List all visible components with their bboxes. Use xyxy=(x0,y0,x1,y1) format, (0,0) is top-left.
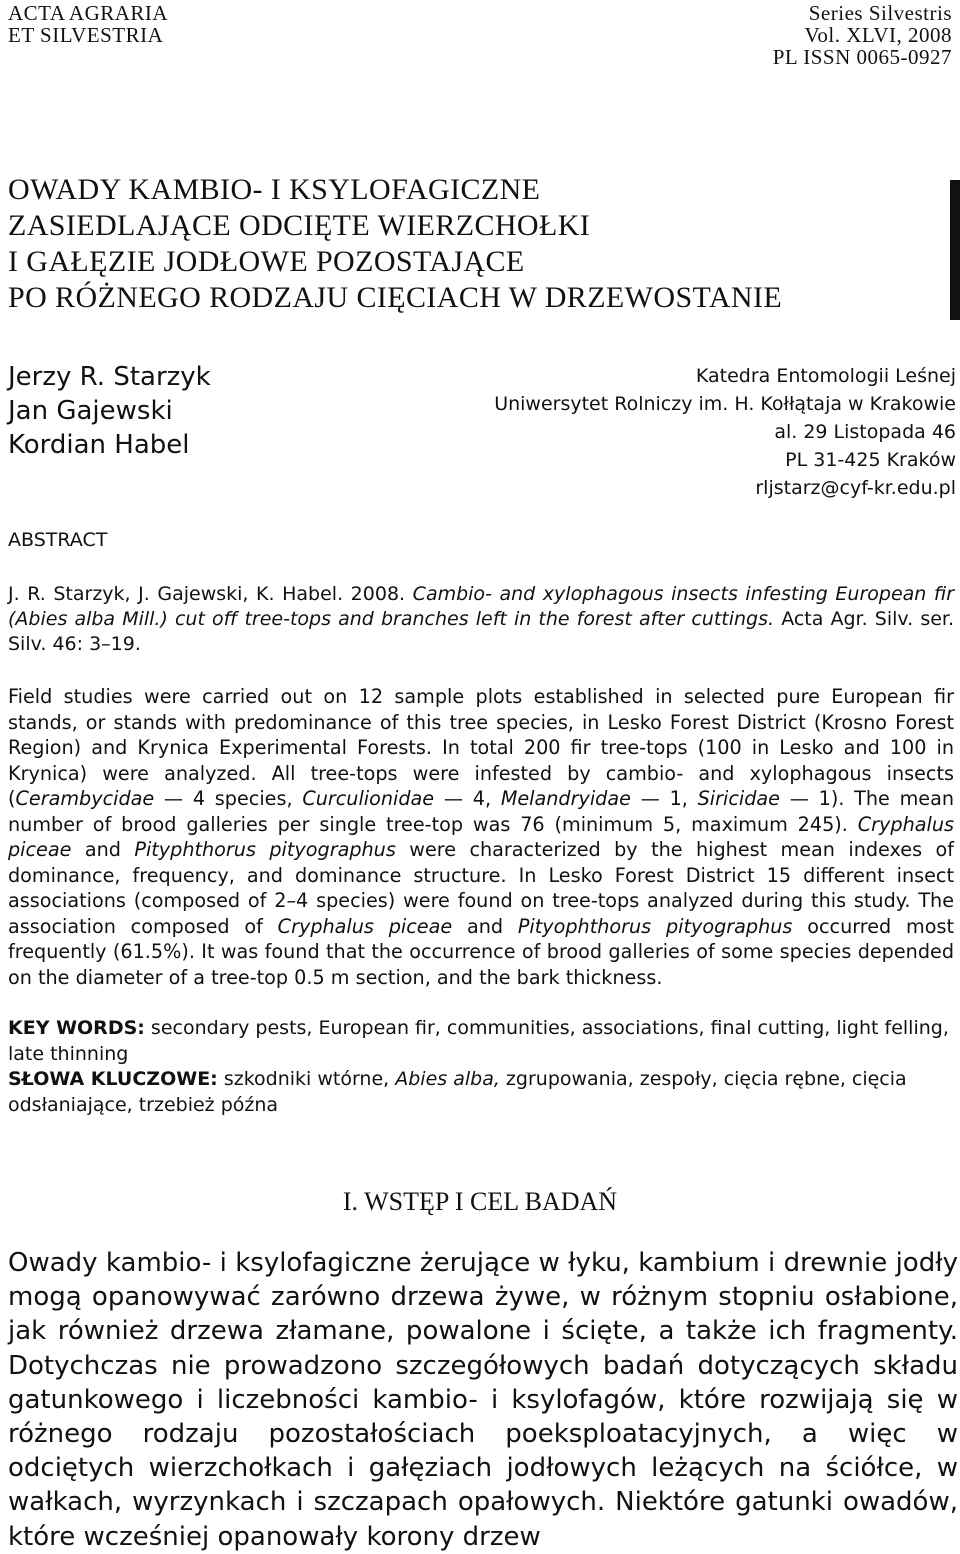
title-line-4: PO RÓŻNEGO RODZAJU CIĘCIACH W DRZEWOSTANIE xyxy=(8,281,783,314)
journal-issn: PL ISSN 0065-0927 xyxy=(772,45,952,69)
abstract-text-part: — 4, xyxy=(434,787,501,810)
journal-volume: Vol. XLVI, 2008 xyxy=(804,23,952,47)
abstract-text-part: — 1, xyxy=(630,787,698,810)
title-line-3: I GAŁĘZIE JODŁOWE POZOSTAJĄCE xyxy=(8,245,525,278)
taxon-name: Curculionidae xyxy=(302,787,435,810)
abstract-heading: ABSTRACT xyxy=(8,529,108,551)
taxon-name: Melandryidae xyxy=(500,787,631,810)
keywords-english xyxy=(8,1016,954,1067)
species-name: Pityphthorus pityographus xyxy=(134,838,396,861)
citation-title: Cambio- and xylophagous insects infesting European fir (Abies alba Mill.) cut off tree-tops and branches left in the forest after cuttings. xyxy=(8,583,955,630)
keywords-polish xyxy=(8,1067,954,1118)
abstract-text-part: and xyxy=(452,914,518,938)
keywords-pl-text: szkodniki wtórne, xyxy=(217,1068,396,1090)
journal-name-line-1: ACTA AGRARIA xyxy=(8,1,169,25)
journal-series-info xyxy=(773,2,952,68)
keywords-en-label: KEY WORDS: xyxy=(8,1017,145,1039)
affiliation-department: Katedra Entomologii Leśnej xyxy=(695,365,956,387)
author-name: Jerzy R. Starzyk xyxy=(8,362,211,392)
abstract-text xyxy=(8,684,954,990)
author-name: Kordian Habel xyxy=(8,430,190,460)
keywords-block xyxy=(8,1016,954,1118)
affiliation-email: rljstarz@cyf-kr.edu.pl xyxy=(755,477,956,499)
author-name: Jan Gajewski xyxy=(8,396,173,426)
title-margin-bar xyxy=(950,180,960,320)
title-line-2: ZASIEDLAJĄCE ODCIĘTE WIERZCHOŁKI xyxy=(8,209,591,242)
abstract-text-part: Field studies were carried out on 12 sample plots established in selected pure European fir stands, or stands with predominance of this tree species, in Lesko Forest District (Krosno Forest Region) and Krynica Experimental Forests. In total 200 fir tree-tops (100 in Lesko and 100 in Krynica) were analyzed. All tree-tops were infested by cambio- and xylophagous insects ( xyxy=(8,685,954,810)
author-affiliation xyxy=(494,362,956,502)
section-heading: I. WSTĘP I CEL BADAŃ xyxy=(342,1187,618,1216)
affiliation-city: PL 31-425 Kraków xyxy=(785,449,956,471)
keywords-pl-label: SŁOWA KLUCZOWE: xyxy=(8,1068,218,1090)
keywords-en-text: secondary pests, European fir, communities, associations, final cutting, light felling, late thinning xyxy=(8,1017,949,1065)
taxon-name: Cerambycidae xyxy=(15,787,155,810)
journal-series: Series Silvestris xyxy=(808,1,952,25)
abstract-text-part: were characterized by the highest mean indexes of dominance, frequency, and dominance structure. In Lesko Forest District 15 different insect associations (composed of 2–4 species) were found on tree-tops analyzed during this study. The association composed of xyxy=(8,838,955,938)
taxon-name: Siricidae xyxy=(697,787,780,810)
species-name: Cryphalus piceae xyxy=(277,914,453,938)
species-name: Pityophthorus pityographus xyxy=(517,914,793,938)
journal-name-line-2: ET SILVESTRIA xyxy=(8,23,164,47)
abstract-text-part: — 1). The mean number of brood galleries per single tree-top was 76 (minimum 5, maximum 245). xyxy=(8,787,955,836)
section-body-text: Owady kambio- i ksylofagiczne żerujące w łyku, kambium i drewnie jodły mogą opanowywać zarówno drzewa żywe, w różnym stopniu osłabione, jak również drzewa złamane, powalone i ścięte, a także ich fragmenty. Dotychczas nie prowadzono szczegółowych badań dotyczących składu gatunkowego i liczebności kambio- i ksylofagów, które rozwijają się w różnego rodzaju pozostałościach poeksploatacyjnych, a więc w odciętych wierzchołkach i gałęziach jodłowych leżących na ściółce, w wałkach, wyrzynkach i szczapach opałowych. Niektóre gatunki owadów, które wcześniej opanowały korony drzew xyxy=(8,1248,958,1552)
citation-source: Acta Agr. Silv. ser. Silv. 46: 3–19. xyxy=(8,608,955,655)
keywords-pl-species: Abies alba, xyxy=(395,1068,500,1090)
affiliation-street: al. 29 Listopada 46 xyxy=(774,421,956,443)
abstract-text-part: and xyxy=(71,838,135,861)
keywords-pl-text: zgrupowania, zespoły, cięcia rębne, cięcia odsłaniające, trzebież późna xyxy=(8,1068,907,1116)
paper-title xyxy=(8,172,938,316)
abstract-text-part: — 4 species, xyxy=(154,787,303,810)
species-name: Cryphalus piceae xyxy=(8,812,954,861)
journal-name xyxy=(8,2,168,46)
author-list xyxy=(8,360,211,462)
affiliation-university: Uniwersytet Rolniczy im. H. Kołłątaja w Krakowie xyxy=(494,393,956,415)
citation-authors: J. R. Starzyk, J. Gajewski, K. Habel. 2008. xyxy=(8,583,406,605)
title-line-1: OWADY KAMBIO- I KSYLOFAGICZNE xyxy=(8,173,541,206)
abstract-citation xyxy=(8,582,954,657)
abstract-text-part: occurred most frequently (61.5%). It was found that the occurrence of brood galleries of some species depended on the diameter of a tree-top 0.5 m section, and the bark thickness. xyxy=(8,914,954,989)
